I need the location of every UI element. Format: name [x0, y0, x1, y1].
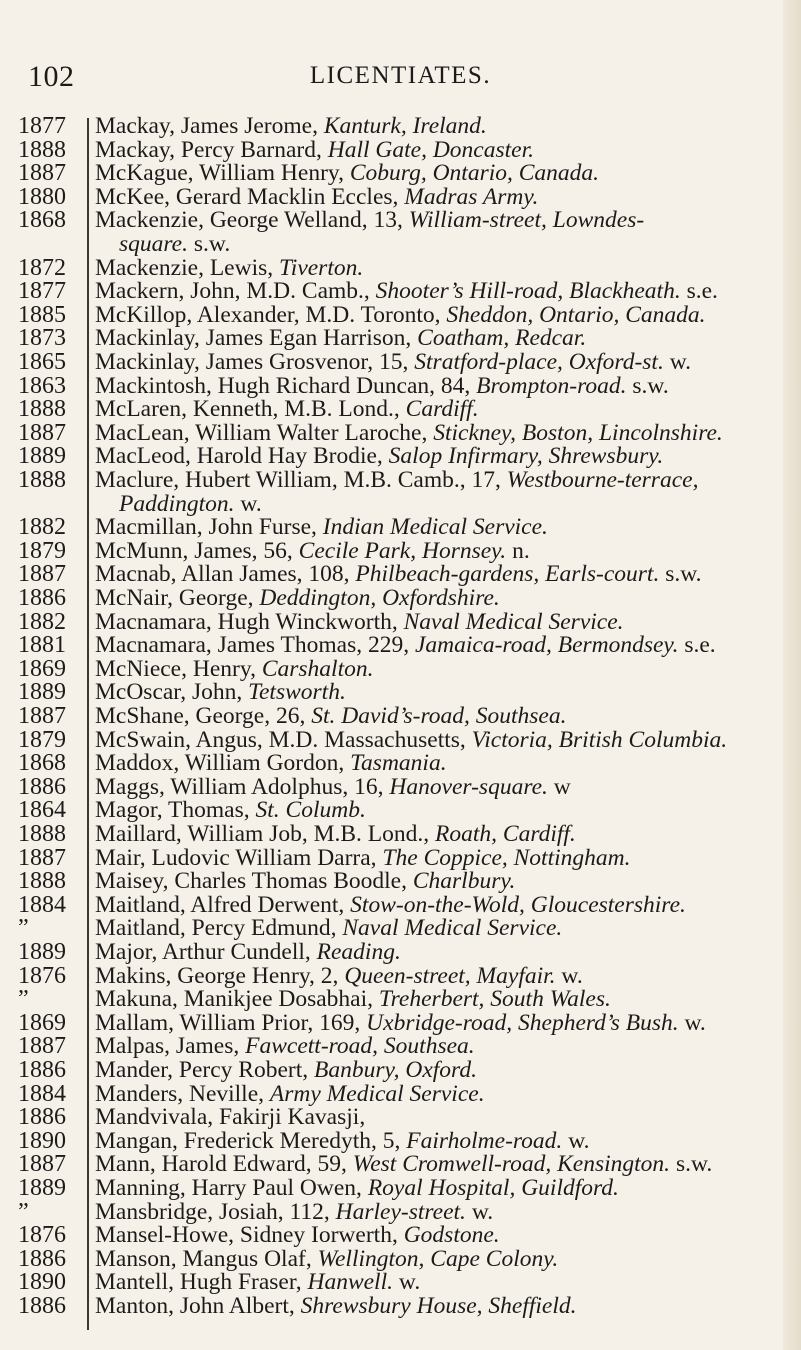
postal-district: s.w.	[659, 561, 702, 588]
licentiate-name: Manning, Harry Paul Owen,	[95, 1175, 368, 1201]
year-label: 1884	[18, 891, 66, 918]
postal-district: s.e.	[680, 278, 718, 305]
licentiate-address: Shrewsbury House, Sheffield.	[300, 1293, 577, 1319]
licentiate-address: Roath, Cardiff.	[435, 821, 576, 847]
year-label: 1864	[18, 797, 66, 824]
licentiate-name: Macnamara, James Thomas, 229,	[95, 632, 415, 659]
licentiate-address: West Cromwell-road, Kensington.	[352, 1151, 671, 1178]
licentiate-address: Victoria, British Columbia.	[471, 726, 728, 753]
year-label: 1876	[18, 962, 66, 989]
licentiate-address: Madras Army.	[404, 183, 539, 210]
year-label: 1879	[18, 537, 66, 564]
year-label: 1888	[18, 136, 66, 163]
licentiate-address: Naval Medical Service.	[403, 608, 624, 635]
postal-district: w.	[465, 1198, 494, 1225]
licentiate-address: Jamaica-road, Bermondsey.	[415, 632, 679, 659]
year-label: 1889	[18, 1175, 66, 1201]
page-edge-shadow	[783, 0, 801, 1350]
licentiate-name: Mandvivala, Fakirji Kavasji,	[95, 1104, 366, 1131]
licentiate-address: Deddington, Oxfordshire.	[259, 585, 500, 611]
licentiate-name: Mackern, John, M.D. Camb.,	[95, 278, 376, 305]
licentiate-address: Treherbert, South Wales.	[378, 986, 611, 1013]
year-label: ”	[18, 986, 29, 1013]
licentiate-name: Maclure, Hubert William, M.B. Camb., 17,	[95, 467, 507, 493]
running-title: LICENTIATES.	[309, 62, 492, 89]
year-label: 1868	[18, 207, 66, 234]
licentiate-name: Manton, John Albert,	[95, 1293, 301, 1319]
licentiate-address: Cardiff.	[405, 396, 479, 423]
year-label: 1889	[18, 443, 66, 470]
licentiate-address: Godstone.	[403, 1222, 500, 1249]
licentiate-name: Maisey, Charles Thomas Boodle,	[95, 868, 413, 895]
licentiate-address: Hanwell.	[307, 1269, 393, 1296]
postal-district: s.w.	[187, 231, 231, 257]
licentiate-name: Mansel-Howe, Sidney Iorwerth,	[95, 1222, 404, 1249]
licentiate-address: The Coppice, Nottingham.	[382, 844, 631, 871]
year-label: 1886	[18, 1293, 66, 1319]
year-label: 1869	[18, 1009, 66, 1036]
year-label: 1890	[18, 1269, 66, 1296]
licentiate-name: Maillard, William Job, M.B. Lond.,	[95, 821, 436, 847]
licentiate-name: Mackay, James Jerome,	[95, 113, 324, 139]
postal-district: w.	[663, 349, 692, 375]
year-label: 1888	[18, 467, 66, 493]
licentiate-name: Mackintosh, Hugh Richard Duncan, 84,	[95, 372, 477, 399]
year-label: 1882	[18, 514, 66, 541]
year-label: 1872	[18, 254, 66, 281]
year-label: 1879	[18, 726, 66, 753]
licentiate-name: McSwain, Angus, M.D. Massachusetts,	[95, 726, 472, 753]
licentiate-name: Manders, Neville,	[95, 1080, 270, 1107]
licentiate-name: Macnab, Allan James, 108,	[95, 561, 356, 588]
year-label: 1884	[18, 1080, 66, 1107]
postal-district: w.	[678, 1009, 706, 1036]
licentiate-name: MacLean, William Walter Laroche,	[95, 419, 434, 446]
licentiate-name: Manson, Mangus Olaf,	[95, 1245, 318, 1272]
licentiate-name: Makuna, Manikjee Dosabhai,	[95, 986, 379, 1013]
licentiate-address: Harley-street.	[335, 1198, 466, 1225]
licentiate-name: McOscar, John,	[95, 679, 249, 706]
licentiate-address: Fairholme-road.	[406, 1127, 563, 1154]
licentiate-name: McNiece, Henry,	[95, 655, 262, 682]
licentiate-name: McLaren, Kenneth, M.B. Lond.,	[95, 396, 406, 423]
licentiate-name: Mackenzie, George Welland, 13,	[95, 207, 409, 234]
licentiate-address: William-street, Lowndes-	[408, 207, 645, 234]
licentiate-address: Salop Infirmary, Shrewsbury.	[388, 443, 664, 470]
licentiate-name: Mackinlay, James Grosvenor, 15,	[95, 349, 415, 375]
column-rule	[87, 118, 89, 1330]
year-label: 1868	[18, 750, 66, 777]
licentiate-name: McKillop, Alexander, M.D. Toronto,	[95, 301, 447, 328]
licentiate-name: Mackenzie, Lewis,	[95, 254, 280, 281]
licentiate-address: Queen-street, Mayfair.	[344, 962, 556, 989]
licentiate-address: Stratford-place, Oxford-st.	[414, 349, 664, 375]
year-label: ”	[18, 915, 29, 942]
licentiate-name: McNair, George,	[95, 585, 260, 611]
licentiate-address: Brompton-road.	[476, 372, 627, 399]
year-label: 1865	[18, 349, 66, 375]
year-label: 1886	[18, 773, 66, 800]
licentiate-address: Tiverton.	[279, 254, 364, 281]
licentiate-address: Philbeach-gardens, Earls-court.	[355, 561, 660, 588]
licentiate-address: Tasmania.	[350, 750, 447, 777]
licentiate-name: Magor, Thomas,	[95, 797, 256, 824]
entry-line	[95, 1291, 577, 1321]
year-label: 1877	[18, 278, 66, 305]
year-label: 1873	[18, 325, 66, 352]
licentiate-name: Maddox, William Gordon,	[95, 750, 351, 777]
postal-district: w.	[555, 962, 583, 989]
licentiate-address: Carshalton.	[261, 655, 374, 682]
licentiate-name: McMunn, James, 56,	[95, 537, 299, 564]
year-label: 1889	[18, 679, 66, 706]
licentiate-address: Fawcett-road, Southsea.	[245, 1033, 475, 1060]
licentiate-name: MacLeod, Harold Hay Brodie,	[95, 443, 389, 470]
postal-district: w.	[234, 490, 262, 517]
year-label: 1889	[18, 939, 66, 965]
year-label: 1890	[18, 1127, 66, 1154]
licentiate-address: Stickney, Boston, Lincolnshire.	[433, 419, 723, 446]
year-label: 1863	[18, 372, 66, 399]
licentiate-address: Tetsworth.	[248, 679, 346, 706]
licentiate-name: Macnamara, Hugh Winckworth,	[95, 608, 404, 635]
licentiate-address: Banbury, Oxford.	[313, 1057, 477, 1083]
licentiate-address: square.	[119, 231, 188, 257]
licentiate-name: Malpas, James,	[95, 1033, 246, 1060]
licentiate-name: Makins, George Henry, 2,	[95, 962, 345, 989]
postal-district: s.e.	[678, 632, 716, 659]
licentiate-address: St. Columb.	[255, 797, 366, 824]
licentiate-address: Naval Medical Service.	[342, 915, 563, 942]
licentiate-name: Mansbridge, Josiah, 112,	[95, 1198, 336, 1225]
licentiate-name: McShane, George, 26,	[95, 703, 312, 729]
licentiate-address: Westbourne-terrace,	[506, 467, 699, 493]
year-label: 1887	[18, 844, 66, 871]
postal-district: w.	[393, 1269, 421, 1296]
licentiate-name: Mair, Ludovic William Darra,	[95, 844, 383, 871]
postal-district: n.	[506, 537, 530, 564]
page-number: 102	[28, 60, 75, 93]
licentiate-name: Mann, Harold Edward, 59,	[95, 1151, 353, 1178]
postal-district: w.	[562, 1127, 590, 1154]
licentiate-address: Paddington.	[119, 490, 235, 517]
licentiate-name: Mangan, Frederick Meredyth, 5,	[95, 1127, 407, 1154]
licentiate-address: Sheddon, Ontario, Canada.	[446, 301, 706, 328]
year-label: 1876	[18, 1222, 66, 1249]
licentiate-name: Macmillan, John Furse,	[95, 514, 323, 541]
licentiate-address: Stow-on-the-Wold, Gloucestershire.	[350, 891, 686, 918]
year-label: 1887	[18, 561, 66, 588]
postal-district: w	[547, 773, 571, 800]
year-label: 1887	[18, 160, 66, 187]
licentiate-address: Reading.	[316, 939, 401, 965]
year-label: 1888	[18, 396, 66, 423]
licentiate-address: Coburg, Ontario, Canada.	[349, 160, 600, 187]
year-label: 1877	[18, 113, 66, 139]
postal-district: s.w.	[670, 1151, 713, 1178]
licentiate-address: Army Medical Service.	[269, 1080, 485, 1107]
licentiate-address: Hanover-square.	[389, 773, 548, 800]
year-label: 1886	[18, 1245, 66, 1272]
year-label: 1887	[18, 1033, 66, 1060]
licentiate-name: Mander, Percy Robert,	[95, 1057, 314, 1083]
licentiate-address: Shooter’s Hill-road, Blackheath.	[375, 278, 681, 305]
licentiate-address: Coatham, Redcar.	[417, 325, 587, 352]
licentiate-name: Maitland, Alfred Derwent,	[95, 891, 351, 918]
licentiate-address: Uxbridge-road, Shepherd’s Bush.	[366, 1009, 679, 1036]
licentiate-address: Kanturk, Ireland.	[323, 113, 487, 139]
licentiate-name: McKague, William Henry,	[95, 160, 350, 187]
year-label: 1869	[18, 655, 66, 682]
year-label: 1886	[18, 1057, 66, 1083]
year-label: ”	[18, 1198, 29, 1225]
year-label: 1888	[18, 868, 66, 895]
licentiate-address: Cecile Park, Hornsey.	[298, 537, 507, 564]
postal-district: s.w.	[626, 372, 669, 399]
year-label: 1880	[18, 183, 66, 210]
licentiate-name: Maitland, Percy Edmund,	[95, 915, 343, 942]
year-label: 1887	[18, 703, 66, 729]
licentiate-address: Wellington, Cape Colony.	[317, 1245, 559, 1272]
year-label: 1888	[18, 821, 66, 847]
licentiate-name: Mackinlay, James Egan Harrison,	[95, 325, 418, 352]
year-label: 1887	[18, 419, 66, 446]
licentiate-name: Major, Arthur Cundell,	[95, 939, 317, 965]
year-label: 1886	[18, 1104, 66, 1131]
licentiate-name: Mantell, Hugh Fraser,	[95, 1269, 308, 1296]
licentiate-address: Indian Medical Service.	[322, 514, 548, 541]
licentiate-name: Maggs, William Adolphus, 16,	[95, 773, 390, 800]
year-label: 1882	[18, 608, 66, 635]
year-label: 1886	[18, 585, 66, 611]
licentiate-address: Royal Hospital, Guildford.	[367, 1175, 619, 1201]
licentiate-address: Hall Gate, Doncaster.	[327, 136, 534, 163]
licentiate-address: St. David’s-road, Southsea.	[311, 703, 567, 729]
year-label: 1885	[18, 301, 66, 328]
licentiate-name: Mallam, William Prior, 169,	[95, 1009, 367, 1036]
licentiate-address: Charlbury.	[412, 868, 516, 895]
year-label: 1887	[18, 1151, 66, 1178]
licentiate-name: Mackay, Percy Barnard,	[95, 136, 328, 163]
year-label: 1881	[18, 632, 66, 659]
licentiate-name: McKee, Gerard Macklin Eccles,	[95, 183, 405, 210]
